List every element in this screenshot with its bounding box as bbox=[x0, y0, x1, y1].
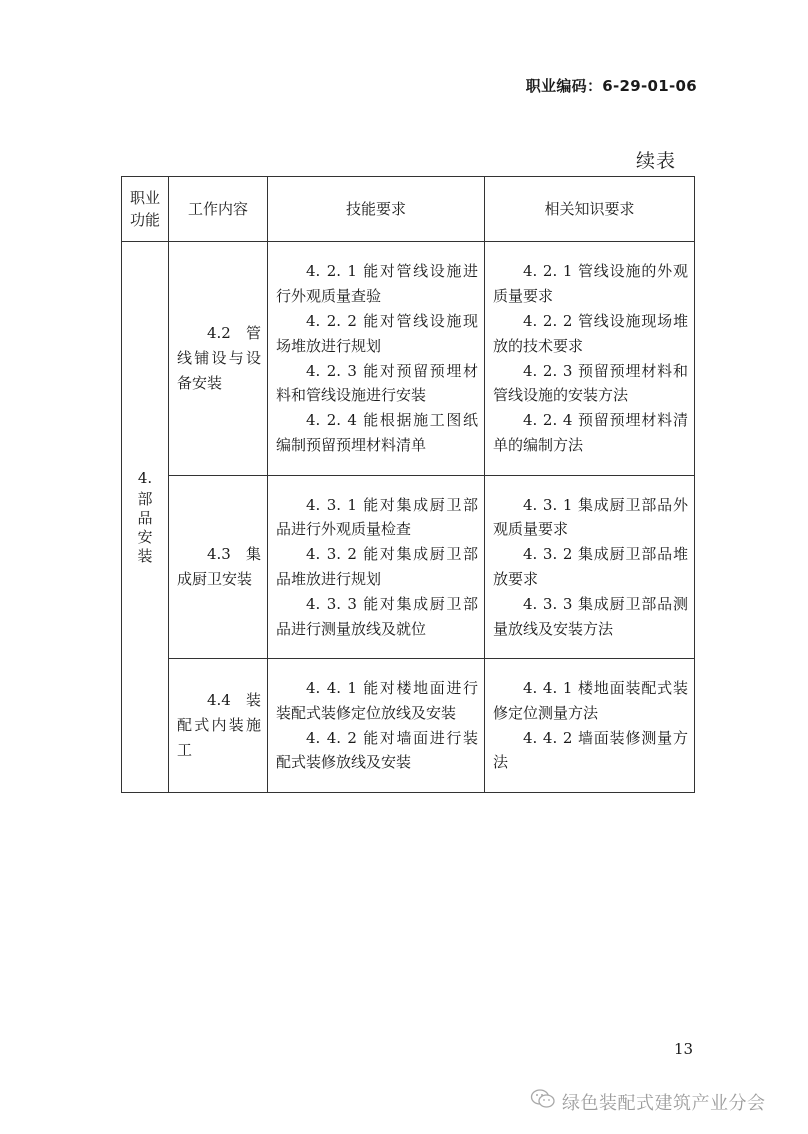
knowledge-cell bbox=[485, 659, 695, 793]
knowledge-item: 4. 3. 1 集成厨卫部品外观质量要求 bbox=[493, 495, 688, 539]
function-char: 品 bbox=[137, 508, 153, 527]
skill-item: 4. 4. 1 能对楼地面进行装配式装修定位放线及安装 bbox=[276, 678, 478, 722]
knowledge-item: 4. 2. 3 预留预埋材料和管线设施的安装方法 bbox=[493, 361, 688, 405]
skills-table bbox=[121, 176, 695, 793]
page-number: 13 bbox=[674, 1040, 694, 1058]
skill-item: 4. 3. 2 能对集成厨卫部品堆放进行规划 bbox=[276, 545, 478, 588]
knowledge-item: 4. 4. 2 墙面装修测量方法 bbox=[493, 728, 688, 772]
work-content: 4.4 装配式内装施工 bbox=[177, 691, 261, 759]
skill-item: 4. 4. 2 能对墙面进行装配式装修放线及安装 bbox=[276, 728, 478, 772]
knowledge-cell bbox=[485, 476, 695, 659]
knowledge-cell bbox=[485, 242, 695, 476]
knowledge-item: 4. 2. 4 预留预埋材料清单的编制方法 bbox=[493, 411, 688, 454]
skills-cell bbox=[268, 659, 485, 793]
skill-item: 4. 3. 1 能对集成厨卫部品进行外观质量检查 bbox=[276, 495, 478, 539]
work-content: 4.3 集成厨卫安装 bbox=[177, 545, 261, 588]
skill-item: 4. 2. 3 能对预留预埋材料和管线设施进行安装 bbox=[276, 361, 478, 405]
table-header-row bbox=[122, 177, 695, 242]
skills-cell bbox=[268, 242, 485, 476]
continued-table-label: 续表 bbox=[636, 150, 677, 172]
watermark-text: 绿色装配式建筑产业分会 bbox=[562, 1092, 766, 1114]
function-char: 部 bbox=[137, 489, 153, 508]
occupation-code: 职业编码：6-29-01-06 bbox=[525, 77, 697, 95]
col-header-function-line2: 功能 bbox=[129, 211, 160, 229]
work-content-cell bbox=[169, 242, 268, 476]
col-header-work: 工作内容 bbox=[169, 177, 268, 242]
col-header-knowledge: 相关知识要求 bbox=[485, 177, 695, 242]
work-content-cell bbox=[169, 476, 268, 659]
knowledge-item: 4. 3. 2 集成厨卫部品堆放要求 bbox=[493, 545, 688, 588]
col-header-function bbox=[122, 177, 169, 242]
skill-item: 4. 2. 2 能对管线设施现场堆放进行规划 bbox=[276, 311, 478, 355]
knowledge-item: 4. 2. 1 管线设施的外观质量要求 bbox=[493, 262, 688, 306]
skill-item: 4. 2. 1 能对管线设施进行外观质量查验 bbox=[276, 262, 478, 306]
wechat-icon bbox=[530, 1088, 562, 1115]
work-content-cell bbox=[169, 659, 268, 793]
function-number: 4. bbox=[137, 468, 153, 487]
knowledge-item: 4. 4. 1 楼地面装配式装修定位测量方法 bbox=[493, 678, 688, 722]
knowledge-item: 4. 3. 3 集成厨卫部品测量放线及安装方法 bbox=[493, 594, 688, 638]
skill-item: 4. 3. 3 能对集成厨卫部品进行测量放线及就位 bbox=[276, 594, 478, 638]
table-row bbox=[122, 659, 695, 793]
function-char: 安 bbox=[137, 527, 153, 546]
table-row bbox=[122, 476, 695, 659]
function-char: 装 bbox=[137, 546, 153, 565]
work-content: 4.2 管线铺设与设备安装 bbox=[177, 324, 261, 392]
knowledge-item: 4. 2. 2 管线设施现场堆放的技术要求 bbox=[493, 311, 688, 355]
col-header-function-line1: 职业 bbox=[129, 189, 160, 207]
table-row bbox=[122, 242, 695, 476]
function-cell bbox=[122, 242, 169, 793]
watermark bbox=[530, 1088, 766, 1115]
skills-cell bbox=[268, 476, 485, 659]
col-header-skills: 技能要求 bbox=[268, 177, 485, 242]
skill-item: 4. 2. 4 能根据施工图纸编制预留预埋材料清单 bbox=[276, 411, 478, 454]
